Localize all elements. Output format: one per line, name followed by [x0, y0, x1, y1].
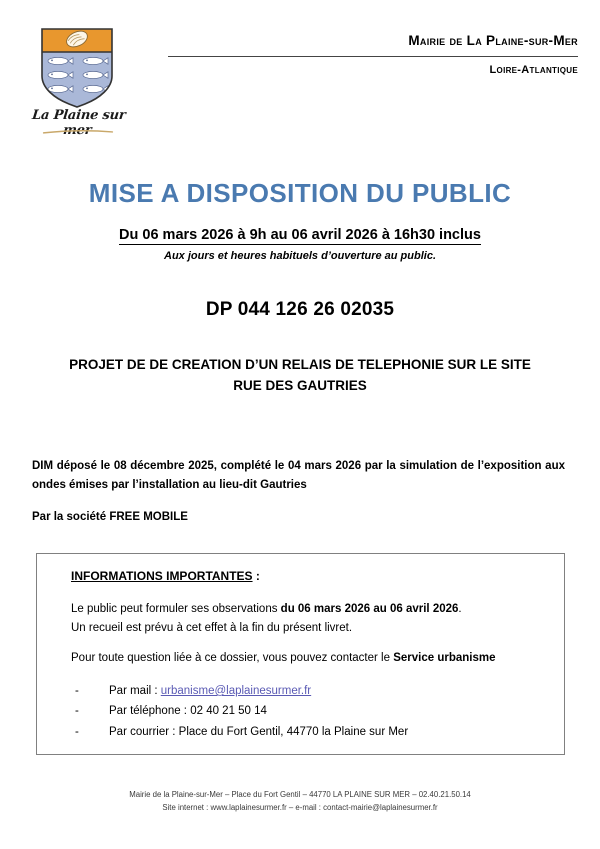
page-title: MISE A DISPOSITION DU PUBLIC	[88, 178, 512, 208]
header-divider	[168, 56, 578, 57]
mairie-title-block	[408, 33, 578, 48]
observations-dates: du 06 mars 2026 au 06 avril 2026	[280, 603, 459, 615]
footer-address-line: Mairie de la Plaine-sur-Mer – Place du Fort Gentil – 44770 LA PLAINE SUR MER – 02.40.21.50.14	[129, 790, 471, 799]
project-title-line-1: PROJET DE DE CREATION D’UN RELAIS DE TELEPHONIE SUR LE SITE	[69, 357, 531, 372]
dim-paragraph: DIM déposé le 08 décembre 2025, complété le 04 mars 2026 par la simulation de l’exposition aux ondes émises par l’installation au lieu-dit Gautries	[32, 460, 565, 491]
postal-address: Place du Fort Gentil, 44770 la Plaine sur Mer	[178, 725, 409, 738]
consultation-period-text: Du 06 mars 2026 à 9h au 06 avril 2026 à 16h30 inclus	[119, 227, 481, 243]
observations-prefix: Le public peut formuler ses observations	[71, 603, 281, 615]
contact-label-mail: Par mail :	[109, 685, 161, 697]
contact-intro-prefix: Pour toute question liée à ce dossier, vous pouvez contacter le	[71, 652, 394, 664]
department-label: Loire-Atlantique	[489, 64, 578, 76]
document-header	[0, 0, 600, 150]
important-information-box	[36, 553, 565, 755]
contact-label-mailing: Par courrier :	[109, 725, 179, 738]
logo-swoosh-icon	[34, 130, 122, 134]
contact-intro-paragraph	[71, 649, 551, 668]
logo-script-text: La Plaine sur mer	[31, 108, 127, 138]
observations-register-note: Un recueil est prévu à cet effet à la fin du présent livret.	[71, 621, 353, 634]
contact-list	[71, 681, 541, 742]
observations-suffix: .	[458, 603, 462, 615]
page-footer	[0, 788, 600, 815]
mairie-title: Mairie de La Plaine-sur-Mer	[408, 33, 578, 48]
footer-web-line: Site internet : www.laplainesurmer.fr – e-mail : contact-mairie@laplainesurmer.fr	[162, 803, 438, 813]
info-box-heading	[71, 569, 260, 583]
contact-label-phone: Par téléphone :	[109, 705, 191, 718]
operator-line: Par la société FREE MOBILE	[32, 511, 188, 523]
dossier-reference: DP 044 126 26 02035	[205, 299, 395, 320]
list-item	[71, 722, 541, 742]
opening-hours-note: Aux jours et heures habituels d’ouverture au public.	[164, 250, 436, 262]
email-link[interactable]: urbanisme@laplainesurmer.fr	[160, 685, 312, 697]
list-item	[71, 681, 541, 701]
commune-logo	[18, 26, 138, 144]
observations-paragraph	[71, 600, 541, 638]
project-title-line-2: RUE DES GAUTRIES	[233, 377, 367, 393]
coat-of-arms-icon	[38, 26, 116, 108]
info-box-heading-text: INFORMATIONS IMPORTANTES	[71, 569, 253, 583]
phone-number: 02 40 21 50 14	[190, 705, 267, 718]
list-item	[71, 701, 541, 721]
consultation-period	[0, 227, 600, 243]
service-urbanisme-label: Service urbanisme	[393, 652, 496, 664]
project-title	[30, 355, 570, 397]
info-box-heading-suffix: :	[252, 569, 260, 583]
